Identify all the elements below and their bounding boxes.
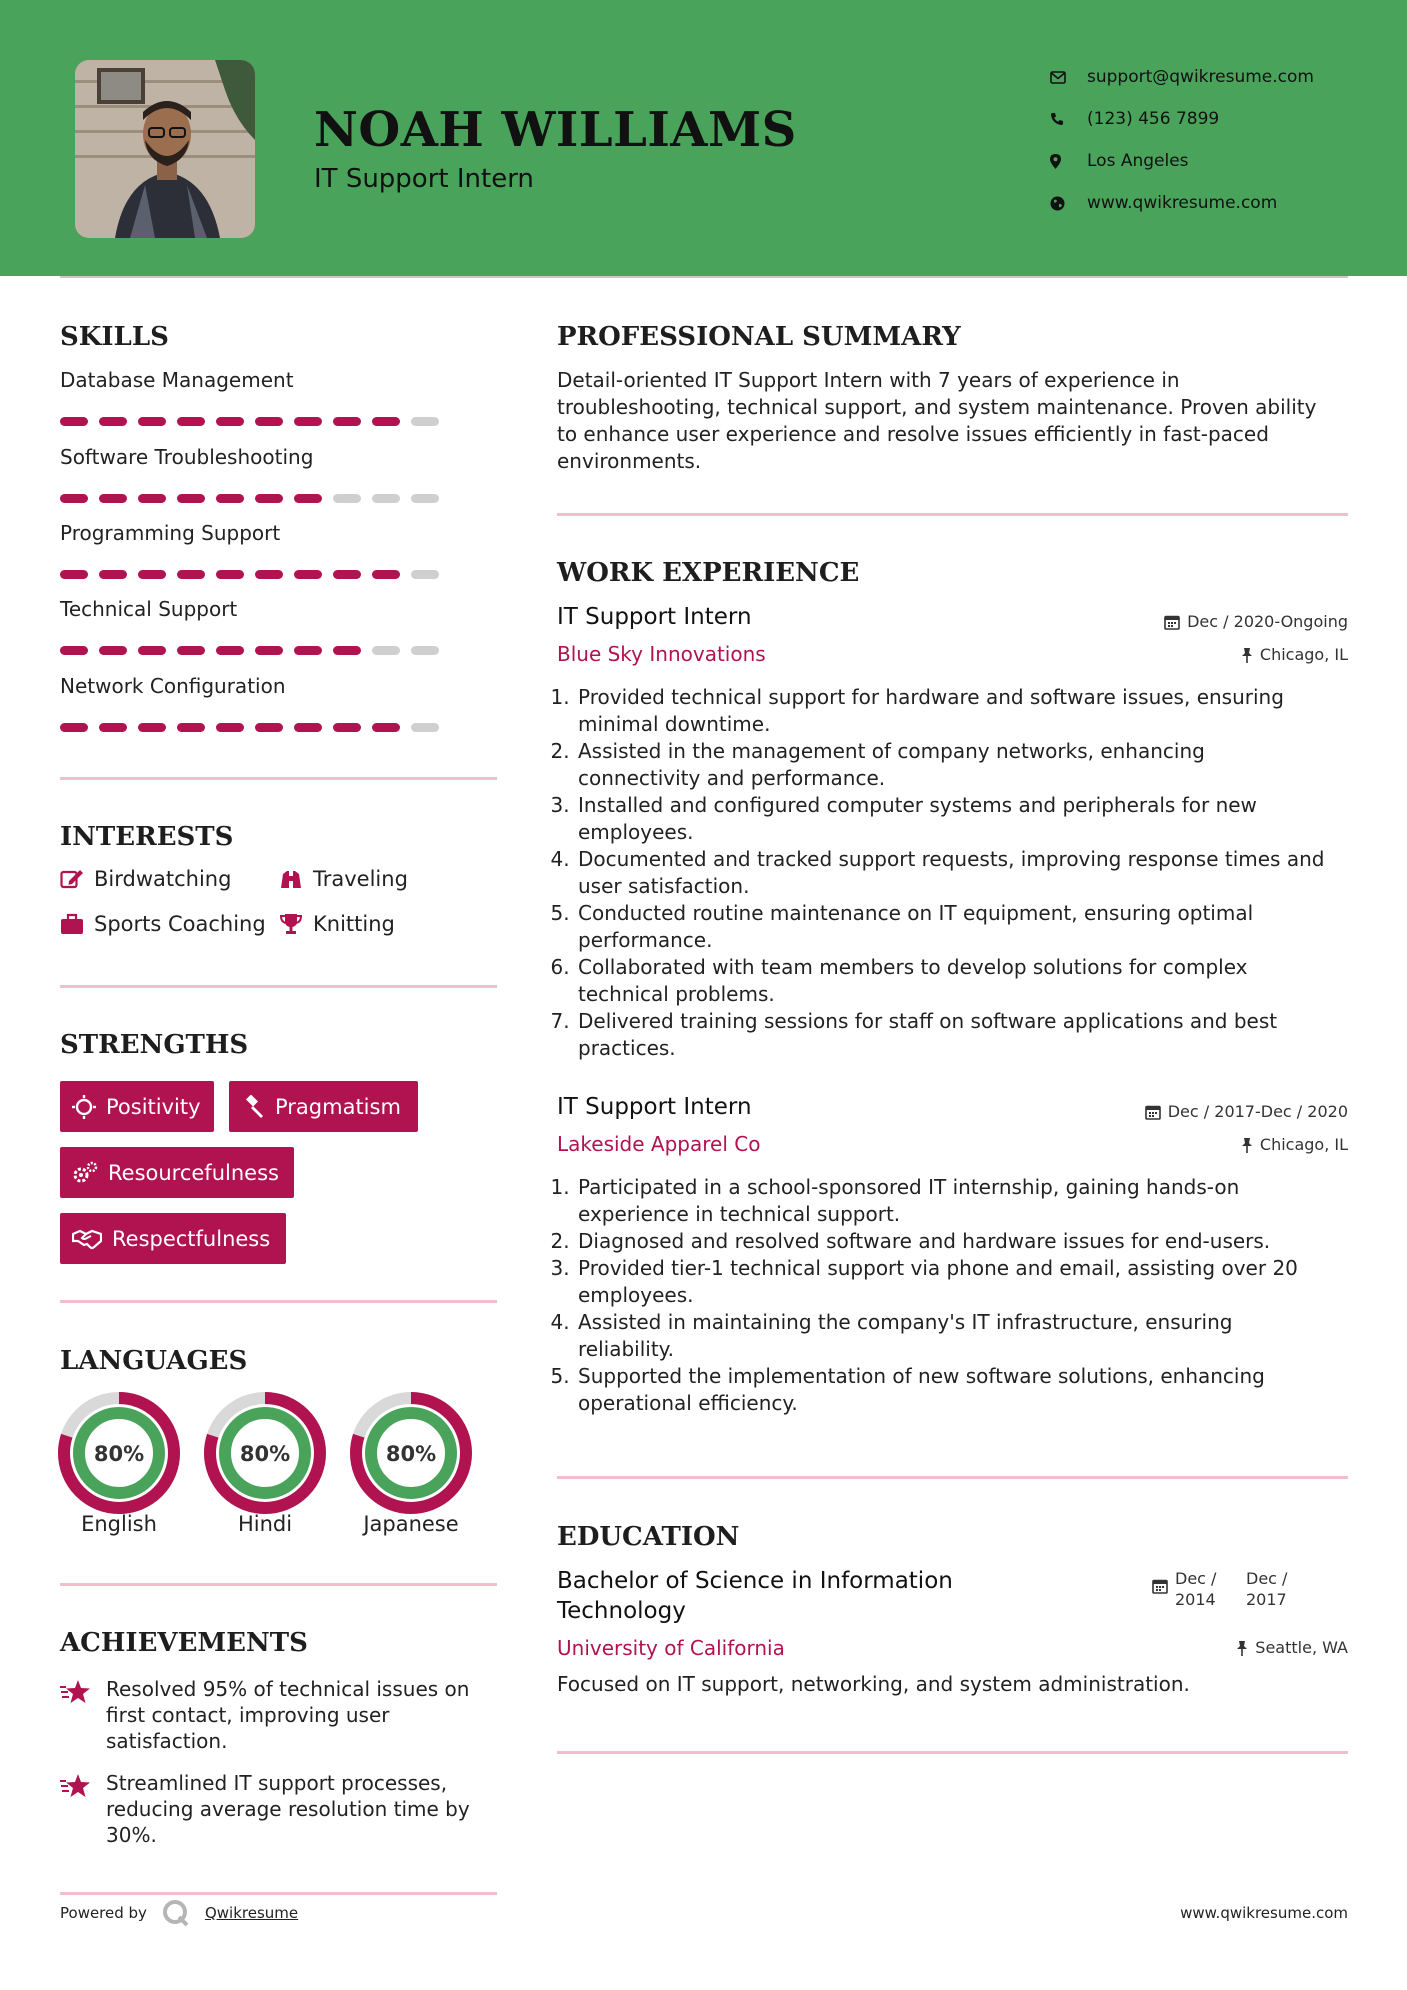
skill-dash-filled: [333, 646, 361, 655]
job-location: [1241, 1135, 1348, 1154]
job-location: [1241, 645, 1348, 664]
skill-rating: [60, 417, 439, 426]
achievement-text: Streamlined IT support processes, reducing average resolution time by 30%.: [106, 1771, 470, 1847]
gears-icon: [72, 1161, 98, 1185]
job-bullet: 3. Provided tier-1 technical support via phone and email, assisting over 20 employees.: [576, 1255, 1326, 1309]
job-bullet: 1. Participated in a school-sponsored IT internship, gaining hands-on experience in technical support.: [576, 1174, 1326, 1228]
education-end-month: Dec /: [1246, 1569, 1288, 1588]
interest-item: [279, 867, 408, 891]
skill-name: Network Configuration: [60, 674, 286, 698]
skill-dash-filled: [138, 723, 166, 732]
star-icon: [60, 1679, 92, 1705]
powered-by-text: Powered by: [60, 1904, 147, 1922]
skill-rating: [60, 494, 439, 503]
skill-dash-filled: [216, 417, 244, 426]
education-location-text: Seattle, WA: [1255, 1638, 1348, 1657]
summary-heading: PROFESSIONAL SUMMARY: [557, 322, 961, 352]
briefcase-icon: [60, 913, 84, 935]
skill-dash-empty: [372, 494, 400, 503]
skill-dash-filled: [60, 646, 88, 655]
achievements-heading: ACHIEVEMENTS: [60, 1628, 308, 1658]
candidate-name: NOAH WILLIAMS: [314, 102, 797, 158]
education-location: [1236, 1638, 1348, 1657]
skill-dash-filled: [294, 723, 322, 732]
skills-heading: SKILLS: [60, 322, 169, 352]
skill-dash-empty: [333, 494, 361, 503]
brand-link[interactable]: Qwikresume: [204, 1904, 299, 1922]
interest-item: [60, 867, 231, 891]
donut-percent-label: 80%: [385, 1442, 437, 1466]
education-heading: EDUCATION: [557, 1522, 740, 1552]
skill-dash-filled: [177, 646, 205, 655]
skill-dash-filled: [255, 494, 283, 503]
job-bullet: 5. Supported the implementation of new software solutions, enhancing operational efficiency.: [576, 1363, 1326, 1417]
education-degree: Bachelor of Science in Information Technology: [557, 1568, 953, 1624]
skill-dash-filled: [60, 723, 88, 732]
pushpin-icon: [1241, 1137, 1253, 1153]
skill-name: Technical Support: [60, 597, 238, 621]
skill-dash-filled: [216, 723, 244, 732]
star-icon: [60, 1773, 92, 1799]
calendar-icon: [1145, 1104, 1161, 1120]
interest-label: Sports Coaching: [94, 912, 266, 936]
section-divider: [557, 513, 1348, 516]
job-dates: [1164, 612, 1348, 631]
job-dates-text: Dec / 2020-Ongoing: [1187, 612, 1348, 631]
strength-label: Respectfulness: [112, 1226, 271, 1251]
interest-label: Traveling: [313, 867, 408, 891]
job-dates-text: Dec / 2017-Dec / 2020: [1167, 1102, 1348, 1121]
section-divider: [557, 1476, 1348, 1479]
skill-dash-empty: [372, 646, 400, 655]
job-company: Blue Sky Innovations: [557, 642, 766, 666]
trophy-icon: [279, 913, 303, 935]
globe-icon: [1050, 196, 1087, 211]
education-description: Focused on IT support, networking, and system administration.: [557, 1672, 1190, 1696]
contact-email-text: support@qwikresume.com: [1087, 67, 1314, 87]
skill-dash-filled: [294, 417, 322, 426]
interest-item: [279, 912, 395, 936]
skill-dash-empty: [411, 646, 439, 655]
job-bullet: 6. Collaborated with team members to develop solutions for complex technical problems.: [576, 954, 1326, 1008]
skill-dash-filled: [255, 646, 283, 655]
skill-dash-empty: [411, 494, 439, 503]
skill-dash-filled: [99, 417, 127, 426]
language-name: Japanese: [363, 1512, 459, 1536]
job-bullet: 4. Documented and tracked support requests, improving response times and user satisfaction.: [576, 846, 1326, 900]
footer-powered-by: [60, 1898, 298, 1928]
job-bullet: 7. Delivered training sessions for staff on software applications and best practices.: [576, 1008, 1326, 1062]
skill-rating: [60, 723, 439, 732]
pencil-square-icon: [60, 868, 84, 890]
qwikresume-logo-icon: [161, 1898, 191, 1928]
education-start-month: Dec /: [1175, 1569, 1217, 1588]
calendar-icon: [1152, 1578, 1168, 1594]
job-location-text: Chicago, IL: [1259, 645, 1348, 664]
job-bullet: 5. Conducted routine maintenance on IT equipment, ensuring optimal performance.: [576, 900, 1326, 954]
strength-badge: [60, 1147, 294, 1198]
achievement-item: [60, 1676, 500, 1754]
phone-icon: [1050, 112, 1087, 126]
footer-website[interactable]: www.qwikresume.com: [1180, 1904, 1348, 1922]
skill-dash-filled: [177, 494, 205, 503]
donut-percent-label: 80%: [93, 1442, 145, 1466]
language-donut: [204, 1392, 326, 1518]
contact-website-text: www.qwikresume.com: [1087, 193, 1278, 213]
summary-text: Detail-oriented IT Support Intern with 7 years of experience in troubleshooting, technical support, and system maintenance. Proven ability to enhance user experience and resolve issues efficiently in fast-paced environments.: [557, 368, 1317, 473]
envelope-icon: [1050, 71, 1087, 84]
job-dates: [1145, 1102, 1348, 1121]
education-school: University of California: [557, 1636, 785, 1660]
calendar-icon: [1164, 614, 1180, 630]
skill-dash-filled: [333, 570, 361, 579]
skill-dash-filled: [294, 646, 322, 655]
skill-dash-filled: [60, 570, 88, 579]
job-bullet: 2. Assisted in the management of company networks, enhancing connectivity and performance.: [576, 738, 1326, 792]
skill-dash-filled: [294, 570, 322, 579]
strength-badge: [229, 1081, 418, 1132]
section-divider: [60, 985, 497, 988]
education-end-year: 2017: [1246, 1590, 1287, 1609]
skill-dash-filled: [255, 723, 283, 732]
pushpin-icon: [1236, 1640, 1248, 1656]
sun-icon: [72, 1095, 96, 1119]
interests-heading: INTERESTS: [60, 822, 234, 852]
job-bullet: 3. Installed and configured computer systems and peripherals for new employees.: [576, 792, 1326, 846]
job-bullet: 4. Assisted in maintaining the company's IT infrastructure, ensuring reliability.: [576, 1309, 1326, 1363]
skill-dash-filled: [99, 646, 127, 655]
job-company: Lakeside Apparel Co: [557, 1132, 761, 1156]
section-divider: [60, 1892, 497, 1895]
skill-dash-filled: [216, 570, 244, 579]
contact-location-text: Los Angeles: [1087, 151, 1189, 171]
achievement-text: Resolved 95% of technical issues on first contact, improving user satisfaction.: [106, 1677, 470, 1753]
profile-photo: [75, 60, 255, 238]
header-banner: [0, 0, 1407, 276]
languages-heading: LANGUAGES: [60, 1346, 248, 1376]
skill-dash-filled: [255, 417, 283, 426]
contact-location: [1050, 140, 1314, 182]
skill-name: Software Troubleshooting: [60, 445, 314, 469]
education-dates: [1152, 1568, 1287, 1610]
job-bullets: [556, 1174, 1326, 1417]
contact-list: [1050, 56, 1314, 224]
section-divider: [60, 1583, 497, 1586]
interest-label: Birdwatching: [94, 867, 232, 891]
skill-dash-filled: [216, 646, 244, 655]
section-divider: [60, 1300, 497, 1303]
interest-item: [60, 912, 266, 936]
language-donut: [58, 1392, 180, 1518]
skill-dash-empty: [411, 570, 439, 579]
skill-dash-filled: [138, 494, 166, 503]
skill-dash-empty: [411, 723, 439, 732]
donut-percent-label: 80%: [239, 1442, 291, 1466]
strength-label: Pragmatism: [275, 1094, 401, 1119]
language-name: Hindi: [237, 1512, 293, 1536]
interest-label: Knitting: [313, 912, 395, 936]
skill-rating: [60, 570, 439, 579]
skill-dash-filled: [333, 417, 361, 426]
pushpin-icon: [1241, 647, 1253, 663]
strength-badge: [60, 1213, 286, 1264]
strength-label: Resourcefulness: [108, 1160, 279, 1185]
handshake-icon: [72, 1228, 102, 1250]
language-name: English: [81, 1512, 157, 1536]
skill-dash-empty: [411, 417, 439, 426]
skill-dash-filled: [216, 494, 244, 503]
contact-phone-text: (123) 456 7899: [1087, 109, 1220, 129]
contact-phone[interactable]: [1050, 98, 1314, 140]
skill-dash-filled: [60, 417, 88, 426]
language-donut-chart: [204, 1392, 326, 1514]
skill-dash-filled: [372, 417, 400, 426]
contact-email[interactable]: [1050, 56, 1314, 98]
skill-dash-filled: [177, 723, 205, 732]
job-bullet: 2. Diagnosed and resolved software and hardware issues for end-users.: [576, 1228, 1326, 1255]
skill-dash-filled: [294, 494, 322, 503]
job-title: IT Support Intern: [557, 1094, 752, 1120]
skill-dash-filled: [99, 494, 127, 503]
skill-dash-filled: [60, 494, 88, 503]
strength-label: Positivity: [106, 1094, 201, 1119]
contact-website[interactable]: [1050, 182, 1314, 224]
experience-heading: WORK EXPERIENCE: [557, 558, 860, 588]
skill-dash-filled: [99, 570, 127, 579]
language-donut-chart: [58, 1392, 180, 1514]
skill-dash-filled: [372, 570, 400, 579]
gavel-icon: [241, 1095, 265, 1119]
achievement-item: [60, 1770, 500, 1848]
job-bullet: 1. Provided technical support for hardware and software issues, ensuring minimal downtime.: [576, 684, 1326, 738]
job-bullets: [556, 684, 1326, 1062]
section-divider: [60, 777, 497, 780]
education-start-year: 2014: [1175, 1590, 1216, 1609]
skill-rating: [60, 646, 439, 655]
job-location-text: Chicago, IL: [1259, 1135, 1348, 1154]
skill-dash-filled: [255, 570, 283, 579]
skill-dash-filled: [138, 570, 166, 579]
language-donut: [350, 1392, 472, 1518]
skill-dash-filled: [372, 723, 400, 732]
skill-name: Programming Support: [60, 521, 281, 545]
candidate-title: IT Support Intern: [314, 164, 534, 194]
skill-dash-filled: [138, 646, 166, 655]
strength-badge: [60, 1081, 214, 1132]
skill-name: Database Management: [60, 368, 294, 392]
skill-dash-filled: [333, 723, 361, 732]
section-divider: [557, 1751, 1348, 1754]
binoculars-icon: [279, 868, 303, 890]
skill-dash-filled: [138, 417, 166, 426]
skill-dash-filled: [99, 723, 127, 732]
job-title: IT Support Intern: [557, 604, 752, 630]
language-donut-chart: [350, 1392, 472, 1514]
skill-dash-filled: [177, 570, 205, 579]
skill-dash-filled: [177, 417, 205, 426]
strengths-heading: STRENGTHS: [60, 1030, 249, 1060]
map-pin-icon: [1050, 154, 1087, 169]
header-divider: [60, 276, 1348, 278]
